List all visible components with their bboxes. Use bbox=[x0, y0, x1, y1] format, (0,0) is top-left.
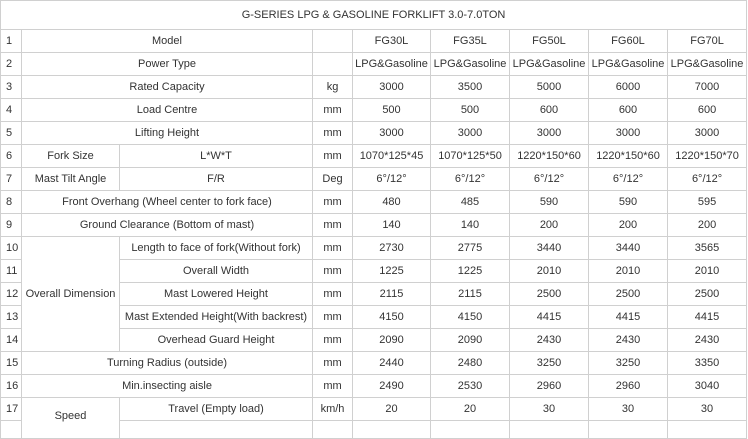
value-cell: LPG&Gasoline bbox=[510, 53, 589, 76]
value-cell: 200 bbox=[510, 214, 589, 237]
table-row bbox=[1, 237, 747, 260]
value-cell: 2500 bbox=[668, 283, 747, 306]
value-cell: 6000 bbox=[589, 76, 668, 99]
value-cell: 3250 bbox=[589, 352, 668, 375]
value-cell: 3000 bbox=[589, 122, 668, 145]
row-label: Power Type bbox=[22, 53, 313, 76]
value-cell: 3440 bbox=[589, 237, 668, 260]
value-cell: 140 bbox=[353, 214, 431, 237]
empty-cell bbox=[589, 421, 668, 439]
row-label: Rated Capacity bbox=[22, 76, 313, 99]
value-cell: 2960 bbox=[589, 375, 668, 398]
unit-cell bbox=[313, 53, 353, 76]
value-cell: 3350 bbox=[668, 352, 747, 375]
value-cell: 6°/12° bbox=[510, 168, 589, 191]
group-label: Speed bbox=[22, 398, 120, 439]
value-cell: 590 bbox=[589, 191, 668, 214]
unit-cell: Deg bbox=[313, 168, 353, 191]
row-label: Lifting Height bbox=[22, 122, 313, 145]
unit-cell: mm bbox=[313, 214, 353, 237]
table-row bbox=[1, 99, 747, 122]
unit-cell: mm bbox=[313, 260, 353, 283]
value-cell: 7000 bbox=[668, 76, 747, 99]
unit-cell: mm bbox=[313, 99, 353, 122]
value-cell: FG30L bbox=[353, 30, 431, 53]
empty-cell bbox=[120, 421, 313, 439]
unit-cell: mm bbox=[313, 375, 353, 398]
table-title: G-SERIES LPG & GASOLINE FORKLIFT 3.0-7.0TON bbox=[1, 1, 747, 30]
value-cell: 2440 bbox=[353, 352, 431, 375]
value-cell: 2010 bbox=[589, 260, 668, 283]
value-cell: 200 bbox=[668, 214, 747, 237]
row-label: Mast Extended Height(With backrest) bbox=[120, 306, 313, 329]
value-cell: 6°/12° bbox=[353, 168, 431, 191]
row-number: 10 bbox=[1, 237, 22, 260]
group-label: Mast Tilt Angle bbox=[22, 168, 120, 191]
spec-table-body bbox=[1, 1, 747, 439]
empty-cell bbox=[353, 421, 431, 439]
unit-cell bbox=[313, 30, 353, 53]
value-cell: 3000 bbox=[353, 122, 431, 145]
row-label: Mast Lowered Height bbox=[120, 283, 313, 306]
value-cell: 2430 bbox=[510, 329, 589, 352]
row-number: 15 bbox=[1, 352, 22, 375]
table-row bbox=[1, 122, 747, 145]
table-row bbox=[1, 398, 747, 421]
table-row bbox=[1, 191, 747, 214]
value-cell: 480 bbox=[353, 191, 431, 214]
row-number: 16 bbox=[1, 375, 22, 398]
value-cell: 1220*150*70 bbox=[668, 145, 747, 168]
value-cell: 6°/12° bbox=[431, 168, 510, 191]
empty-cell bbox=[668, 421, 747, 439]
value-cell: 2115 bbox=[353, 283, 431, 306]
value-cell: 6°/12° bbox=[668, 168, 747, 191]
unit-cell: mm bbox=[313, 145, 353, 168]
value-cell: 1070*125*45 bbox=[353, 145, 431, 168]
value-cell: 600 bbox=[589, 99, 668, 122]
table-row bbox=[1, 168, 747, 191]
value-cell: LPG&Gasoline bbox=[353, 53, 431, 76]
value-cell: 2010 bbox=[510, 260, 589, 283]
row-label: F/R bbox=[120, 168, 313, 191]
value-cell: 4415 bbox=[510, 306, 589, 329]
value-cell: 3000 bbox=[668, 122, 747, 145]
value-cell: 2490 bbox=[353, 375, 431, 398]
value-cell: 2010 bbox=[668, 260, 747, 283]
value-cell: 20 bbox=[353, 398, 431, 421]
value-cell: 4415 bbox=[589, 306, 668, 329]
row-number: 2 bbox=[1, 53, 22, 76]
value-cell: 1070*125*50 bbox=[431, 145, 510, 168]
row-label: Overall Width bbox=[120, 260, 313, 283]
value-cell: 2500 bbox=[510, 283, 589, 306]
value-cell: 140 bbox=[431, 214, 510, 237]
row-number: 11 bbox=[1, 260, 22, 283]
row-label: Turning Radius (outside) bbox=[22, 352, 313, 375]
value-cell: LPG&Gasoline bbox=[589, 53, 668, 76]
value-cell: 2500 bbox=[589, 283, 668, 306]
value-cell: 1220*150*60 bbox=[510, 145, 589, 168]
row-number: 14 bbox=[1, 329, 22, 352]
row-label: Min.insecting aisle bbox=[22, 375, 313, 398]
value-cell: 2730 bbox=[353, 237, 431, 260]
row-number: 13 bbox=[1, 306, 22, 329]
row-number: 17 bbox=[1, 398, 22, 421]
value-cell: 3000 bbox=[510, 122, 589, 145]
value-cell: 20 bbox=[431, 398, 510, 421]
value-cell: LPG&Gasoline bbox=[668, 53, 747, 76]
row-label: Length to face of fork(Without fork) bbox=[120, 237, 313, 260]
value-cell: LPG&Gasoline bbox=[431, 53, 510, 76]
unit-cell: km/h bbox=[313, 398, 353, 421]
group-label: Overall Dimension bbox=[22, 237, 120, 352]
value-cell: 3565 bbox=[668, 237, 747, 260]
empty-cell bbox=[313, 421, 353, 439]
unit-cell: mm bbox=[313, 122, 353, 145]
value-cell: 2530 bbox=[431, 375, 510, 398]
table-row bbox=[1, 53, 747, 76]
row-label: Travel (Empty load) bbox=[120, 398, 313, 421]
value-cell: 2115 bbox=[431, 283, 510, 306]
unit-cell: mm bbox=[313, 306, 353, 329]
value-cell: FG70L bbox=[668, 30, 747, 53]
row-number: 7 bbox=[1, 168, 22, 191]
value-cell: 600 bbox=[510, 99, 589, 122]
value-cell: 2090 bbox=[431, 329, 510, 352]
row-number: 5 bbox=[1, 122, 22, 145]
value-cell: 2480 bbox=[431, 352, 510, 375]
value-cell: 4150 bbox=[431, 306, 510, 329]
row-number: 9 bbox=[1, 214, 22, 237]
table-row bbox=[1, 76, 747, 99]
value-cell: 3440 bbox=[510, 237, 589, 260]
empty-cell bbox=[510, 421, 589, 439]
value-cell: 1225 bbox=[431, 260, 510, 283]
value-cell: 500 bbox=[431, 99, 510, 122]
unit-cell: kg bbox=[313, 76, 353, 99]
value-cell: 1225 bbox=[353, 260, 431, 283]
value-cell: 2430 bbox=[589, 329, 668, 352]
row-label: Model bbox=[22, 30, 313, 53]
unit-cell: mm bbox=[313, 237, 353, 260]
group-label: Fork Size bbox=[22, 145, 120, 168]
value-cell: 5000 bbox=[510, 76, 589, 99]
unit-cell: mm bbox=[313, 352, 353, 375]
value-cell: 500 bbox=[353, 99, 431, 122]
row-number: 3 bbox=[1, 76, 22, 99]
value-cell: 3500 bbox=[431, 76, 510, 99]
value-cell: 4415 bbox=[668, 306, 747, 329]
value-cell: 3000 bbox=[353, 76, 431, 99]
unit-cell: mm bbox=[313, 329, 353, 352]
row-number: 12 bbox=[1, 283, 22, 306]
value-cell: 2775 bbox=[431, 237, 510, 260]
value-cell: 590 bbox=[510, 191, 589, 214]
table-row bbox=[1, 375, 747, 398]
row-number: 8 bbox=[1, 191, 22, 214]
value-cell: 600 bbox=[668, 99, 747, 122]
table-row bbox=[1, 214, 747, 237]
value-cell: 3000 bbox=[431, 122, 510, 145]
value-cell: 2090 bbox=[353, 329, 431, 352]
value-cell: 3040 bbox=[668, 375, 747, 398]
row-label: L*W*T bbox=[120, 145, 313, 168]
value-cell: 1220*150*60 bbox=[589, 145, 668, 168]
value-cell: 595 bbox=[668, 191, 747, 214]
value-cell: 6°/12° bbox=[589, 168, 668, 191]
row-number: 1 bbox=[1, 30, 22, 53]
empty-cell bbox=[431, 421, 510, 439]
value-cell: 30 bbox=[668, 398, 747, 421]
table-row bbox=[1, 352, 747, 375]
row-number: 4 bbox=[1, 99, 22, 122]
value-cell: 30 bbox=[510, 398, 589, 421]
row-label: Load Centre bbox=[22, 99, 313, 122]
row-number bbox=[1, 421, 22, 439]
value-cell: 2430 bbox=[668, 329, 747, 352]
unit-cell: mm bbox=[313, 283, 353, 306]
value-cell: 485 bbox=[431, 191, 510, 214]
value-cell: 200 bbox=[589, 214, 668, 237]
value-cell: 30 bbox=[589, 398, 668, 421]
value-cell: FG60L bbox=[589, 30, 668, 53]
unit-cell: mm bbox=[313, 191, 353, 214]
value-cell: 2960 bbox=[510, 375, 589, 398]
table-row bbox=[1, 145, 747, 168]
title-row bbox=[1, 1, 747, 30]
value-cell: FG50L bbox=[510, 30, 589, 53]
row-number: 6 bbox=[1, 145, 22, 168]
row-label: Ground Clearance (Bottom of mast) bbox=[22, 214, 313, 237]
value-cell: 3250 bbox=[510, 352, 589, 375]
row-label: Overhead Guard Height bbox=[120, 329, 313, 352]
table-row bbox=[1, 30, 747, 53]
value-cell: 4150 bbox=[353, 306, 431, 329]
value-cell: FG35L bbox=[431, 30, 510, 53]
row-label: Front Overhang (Wheel center to fork face) bbox=[22, 191, 313, 214]
